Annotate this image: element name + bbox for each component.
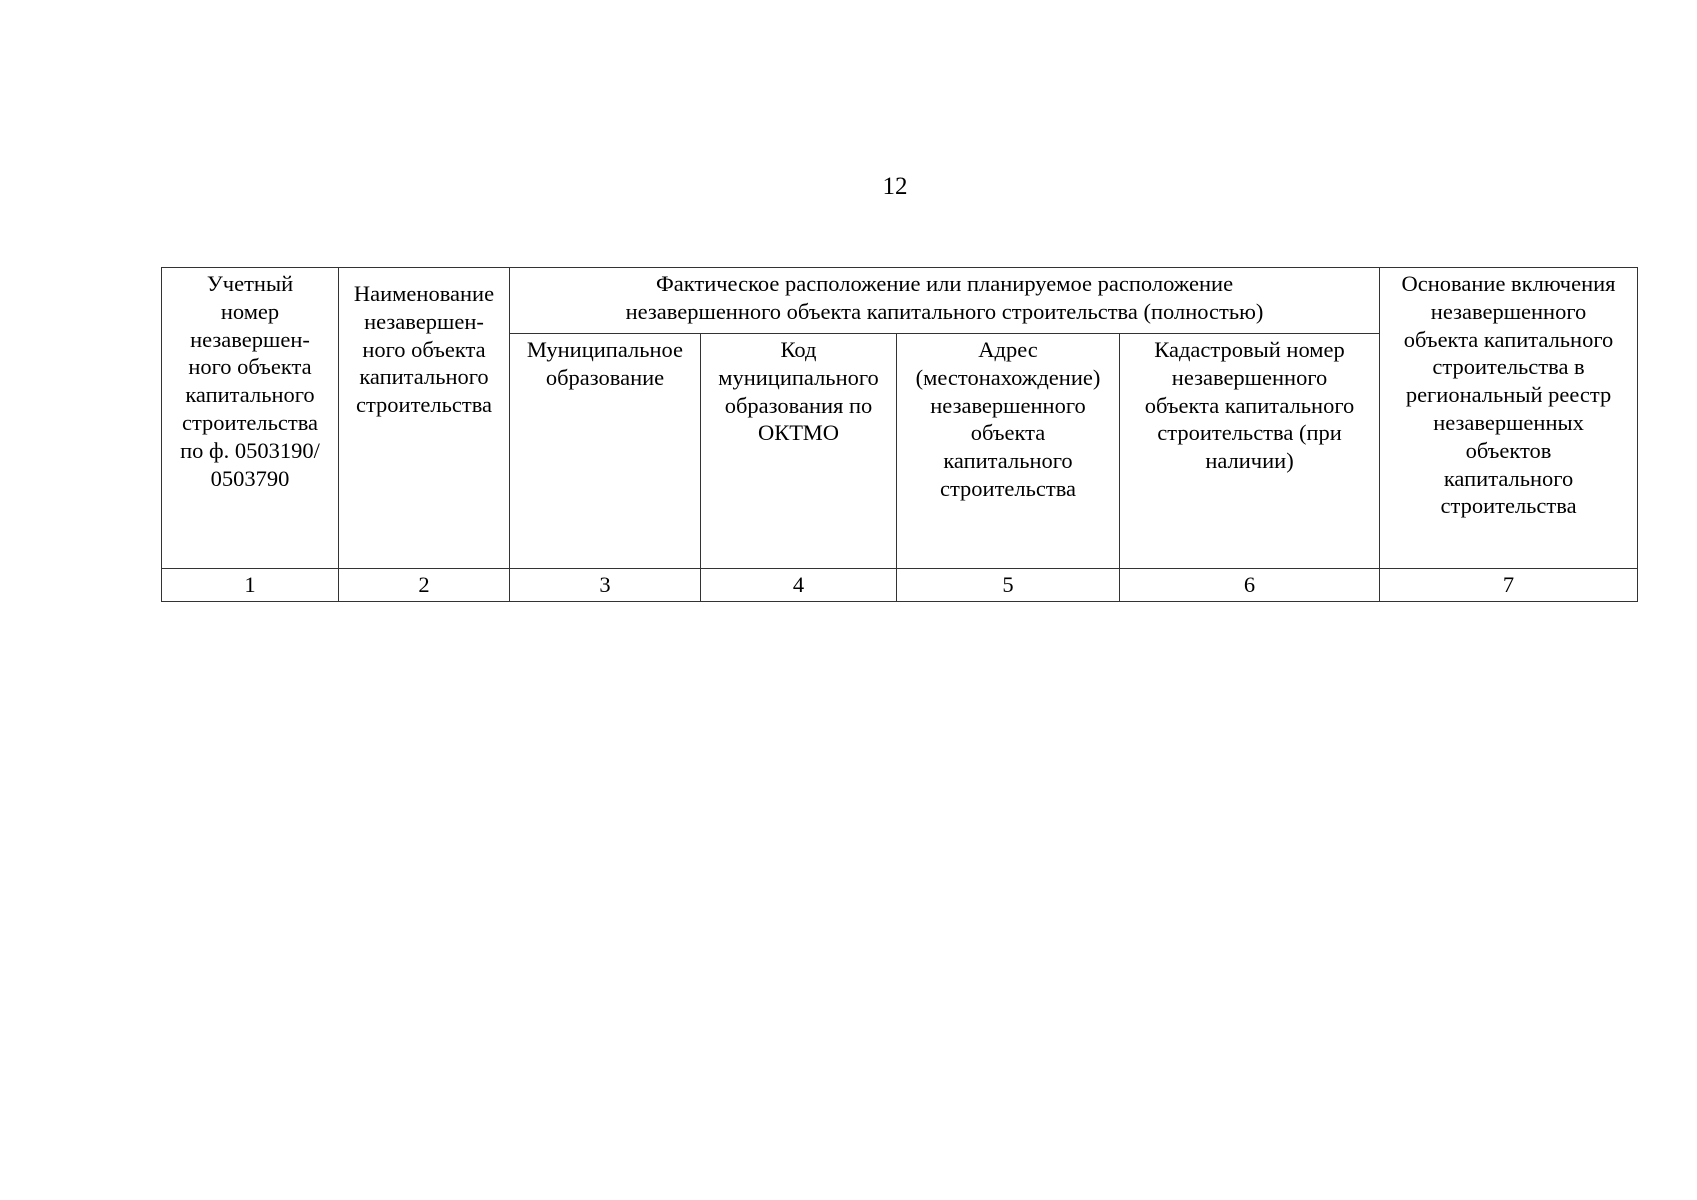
- header-address: Адрес (местонахождение) незавершенного объекта капитального строительства: [897, 334, 1120, 569]
- column-number: 6: [1120, 569, 1380, 602]
- header-cadastral-number: Кадастровый номер незавершенного объекта капитального строительства (при наличии): [1120, 334, 1380, 569]
- header-location-group: Фактическое расположение или планируемое расположение незавершенного объекта капитального строительства (полностью): [510, 268, 1380, 334]
- table-header: [162, 268, 1638, 569]
- page-number: 12: [882, 173, 908, 200]
- column-numbers-row: [162, 569, 1638, 602]
- header-object-name: Наименование незавершен- ного объекта капитального строительства: [339, 268, 510, 569]
- header-accounting-number: Учетный номер незавершен- ного объекта капитального строительства по ф. 0503190/ 0503790: [162, 268, 339, 569]
- column-number: 7: [1380, 569, 1638, 602]
- column-number: 2: [339, 569, 510, 602]
- header-municipality: Муниципальное образование: [510, 334, 701, 569]
- column-number: 1: [162, 569, 339, 602]
- header-row-1: [162, 268, 1638, 334]
- column-number: 4: [701, 569, 897, 602]
- column-number: 3: [510, 569, 701, 602]
- header-inclusion-basis: Основание включения незавершенного объекта капитального строительства в региональный реестр незавершенных объектов капитального строительства: [1380, 268, 1638, 569]
- header-oktmo-code: Код муниципального образования по ОКТМО: [701, 334, 897, 569]
- column-number: 5: [897, 569, 1120, 602]
- construction-objects-table: [161, 267, 1638, 602]
